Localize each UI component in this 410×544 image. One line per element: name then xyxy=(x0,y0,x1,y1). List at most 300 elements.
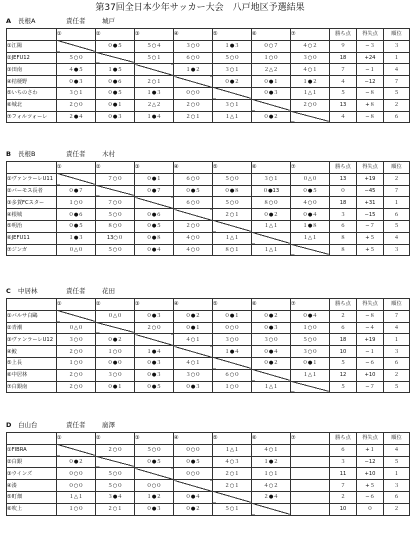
match-result: ２○１ xyxy=(213,480,252,492)
match-result: ５○０ xyxy=(57,52,96,64)
column-header: ③ xyxy=(135,433,174,445)
self-match-cell xyxy=(174,346,213,358)
goal-diff-cell: −12 xyxy=(357,456,384,468)
column-header: ⑦ xyxy=(291,299,330,311)
stat-header: 得失点 xyxy=(357,299,384,311)
stat-header: 順位 xyxy=(384,29,410,41)
rank-cell: １ xyxy=(384,197,410,209)
rank-cell: １ xyxy=(384,52,410,64)
match-result: ０●４ xyxy=(291,310,330,322)
team-name: ①FIBRA xyxy=(7,444,57,456)
goal-diff-cell: −１ xyxy=(357,64,384,76)
points-cell: 13 xyxy=(330,99,357,111)
points-cell: ５ xyxy=(330,381,357,393)
points-cell: 18 xyxy=(330,334,357,346)
match-result: ２○１ xyxy=(213,468,252,480)
points-cell: ２ xyxy=(330,491,357,503)
match-result: ３○０ xyxy=(213,334,252,346)
column-header: ① xyxy=(57,29,96,41)
points-cell: ０ xyxy=(330,185,357,197)
group-role: 責任者 xyxy=(66,287,86,295)
stat-header: 得失点 xyxy=(357,29,384,41)
match-result: ０●６ xyxy=(135,209,174,221)
match-result: １△１ xyxy=(291,369,330,381)
stat-header: 勝ち点 xyxy=(330,29,357,41)
table-row xyxy=(7,491,410,503)
group-table xyxy=(6,432,410,516)
match-result: ４●５ xyxy=(57,64,96,76)
rank-cell: ４ xyxy=(384,444,410,456)
self-match-cell xyxy=(96,322,135,334)
points-cell: 10 xyxy=(330,346,357,358)
match-result: ４○０ xyxy=(174,244,213,256)
rank-cell: ６ xyxy=(384,491,410,503)
match-result: ０○０ xyxy=(174,444,213,456)
match-result: １●３ xyxy=(135,87,174,99)
goal-diff-cell: −７ xyxy=(357,381,384,393)
rank-cell: ７ xyxy=(384,185,410,197)
match-result: １○０ xyxy=(57,357,96,369)
rank-cell: ３ xyxy=(384,346,410,358)
points-cell: ８ xyxy=(330,232,357,244)
table-row xyxy=(7,185,410,197)
match-result: ２○０ xyxy=(57,346,96,358)
self-match-cell xyxy=(213,491,252,503)
column-header: ① xyxy=(57,162,96,174)
table-header-row xyxy=(7,433,410,445)
column-header: ⑤ xyxy=(213,299,252,311)
group-venue: 長根B xyxy=(18,150,36,158)
rank-cell: ７ xyxy=(384,76,410,88)
team-name: ⑥JEFU11 xyxy=(7,232,57,244)
group-table xyxy=(6,298,410,393)
table-header-row xyxy=(7,162,410,174)
match-result: ０●５ xyxy=(135,220,174,232)
corner-cell xyxy=(7,162,57,174)
rank-cell: ５ xyxy=(384,456,410,468)
group-label: B xyxy=(6,150,11,158)
column-header: ③ xyxy=(135,29,174,41)
self-match-cell xyxy=(135,64,174,76)
goal-diff-cell: +１ xyxy=(357,444,384,456)
goal-diff-cell: +10 xyxy=(357,369,384,381)
stat-header: 順位 xyxy=(384,162,410,174)
match-result: １○１ xyxy=(252,468,291,480)
table-row xyxy=(7,220,410,232)
match-result: ２○０ xyxy=(291,99,330,111)
match-result: ５○１ xyxy=(213,503,252,515)
goal-diff-cell: −６ xyxy=(357,491,384,503)
team-name: ⑦白銀南 xyxy=(7,381,57,393)
table-row xyxy=(7,111,410,123)
points-cell: ８ xyxy=(330,244,357,256)
match-result: ０●４ xyxy=(135,244,174,256)
match-result xyxy=(291,456,330,468)
match-result: １●２ xyxy=(174,64,213,76)
match-result: ３○１ xyxy=(252,173,291,185)
team-name: ②青潮 xyxy=(7,322,57,334)
rank-cell: ６ xyxy=(384,209,410,221)
team-name: ②白銀 xyxy=(7,456,57,468)
team-name: ⑥城北 xyxy=(7,99,57,111)
self-match-cell xyxy=(135,468,174,480)
column-header: ④ xyxy=(174,162,213,174)
points-cell: 11 xyxy=(330,468,357,480)
match-result: ０●２ xyxy=(252,310,291,322)
goal-diff-cell: −８ xyxy=(357,87,384,99)
group-table xyxy=(6,161,410,256)
table-header-row xyxy=(7,29,410,41)
match-result: １△１ xyxy=(252,220,291,232)
points-cell: ４ xyxy=(330,111,357,123)
points-cell: ５ xyxy=(330,357,357,369)
stat-header: 勝ち点 xyxy=(330,162,357,174)
group-header xyxy=(6,149,394,160)
match-result: １●４ xyxy=(213,346,252,358)
group-label: C xyxy=(6,287,11,295)
self-match-cell xyxy=(135,197,174,209)
column-header: ⑤ xyxy=(213,433,252,445)
match-result: ０●３ xyxy=(135,357,174,369)
table-row xyxy=(7,503,410,515)
match-result xyxy=(291,503,330,515)
match-result: １○０ xyxy=(57,197,96,209)
match-result: ５○０ xyxy=(96,244,135,256)
goal-diff-cell: −８ xyxy=(357,310,384,322)
match-result: ２○０ xyxy=(135,322,174,334)
match-result: ８○１ xyxy=(213,244,252,256)
match-result: ０○０ xyxy=(57,468,96,480)
self-match-cell xyxy=(135,334,174,346)
match-result: ５○０ xyxy=(96,480,135,492)
match-result: ０●１ xyxy=(291,357,330,369)
team-name: ①ヴァンラーレU11 xyxy=(7,173,57,185)
match-result: ０●２ xyxy=(252,111,291,123)
match-result: ４○３ xyxy=(213,456,252,468)
column-header: ⑥ xyxy=(252,162,291,174)
goal-diff-cell: −４ xyxy=(357,322,384,334)
column-header: ② xyxy=(96,162,135,174)
group-venue: 長根A xyxy=(18,17,36,25)
table-header-row xyxy=(7,299,410,311)
table-row xyxy=(7,369,410,381)
group-person: 廣澤 xyxy=(102,421,115,429)
goal-diff-cell: −１ xyxy=(357,346,384,358)
table-row xyxy=(7,87,410,99)
column-header: ④ xyxy=(174,29,213,41)
table-row xyxy=(7,173,410,185)
goal-diff-cell: +８ xyxy=(357,99,384,111)
match-result: ０●３ xyxy=(174,381,213,393)
group-role: 責任者 xyxy=(66,150,86,158)
match-result: ０●１ xyxy=(252,76,291,88)
team-name: ①バルサ白鷗 xyxy=(7,310,57,322)
match-result xyxy=(291,480,330,492)
column-header: ② xyxy=(96,29,135,41)
match-result: ２○０ xyxy=(96,444,135,456)
column-header: ② xyxy=(96,433,135,445)
group-label: D xyxy=(6,421,12,429)
column-header: ⑥ xyxy=(252,433,291,445)
match-result: ０●４ xyxy=(291,209,330,221)
table-row xyxy=(7,232,410,244)
column-header: ② xyxy=(96,299,135,311)
self-match-cell xyxy=(57,444,96,456)
self-match-cell xyxy=(96,185,135,197)
match-result: ０●２ xyxy=(174,503,213,515)
match-result: １○０ xyxy=(57,503,96,515)
match-result: １○０ xyxy=(213,381,252,393)
match-result: ０○０ xyxy=(57,480,96,492)
match-result: ０●３ xyxy=(252,87,291,99)
match-result: ０●３ xyxy=(135,310,174,322)
match-result: ２○０ xyxy=(57,381,96,393)
rank-cell: ４ xyxy=(384,232,410,244)
match-result: ０●３ xyxy=(252,322,291,334)
match-result: １●５ xyxy=(96,64,135,76)
corner-cell xyxy=(7,433,57,445)
stat-header: 得失点 xyxy=(357,433,384,445)
goal-diff-cell: −12 xyxy=(357,76,384,88)
table-row xyxy=(7,357,410,369)
self-match-cell xyxy=(174,209,213,221)
match-result: ０●８ xyxy=(135,232,174,244)
column-header: ⑦ xyxy=(291,433,330,445)
rank-cell: ４ xyxy=(384,64,410,76)
points-cell: 18 xyxy=(330,52,357,64)
match-result: ０○０ xyxy=(213,322,252,334)
match-result: ４○１ xyxy=(252,444,291,456)
table-row xyxy=(7,64,410,76)
match-result: ０●２ xyxy=(252,357,291,369)
points-cell: 18 xyxy=(330,197,357,209)
match-result: １△１ xyxy=(57,491,96,503)
match-result: １●８ xyxy=(291,220,330,232)
match-result: ０○０ xyxy=(174,468,213,480)
group-person: 花田 xyxy=(102,287,115,295)
table-row xyxy=(7,444,410,456)
table-row xyxy=(7,76,410,88)
group-role: 責任者 xyxy=(66,421,86,429)
match-result: １●３ xyxy=(57,232,96,244)
points-cell: ６ xyxy=(330,322,357,334)
group-venue: 白山台 xyxy=(18,421,38,429)
match-result: 13○０ xyxy=(96,232,135,244)
match-result: ５○０ xyxy=(135,444,174,456)
rank-cell: ５ xyxy=(384,87,410,99)
match-result: ５○４ xyxy=(135,40,174,52)
match-result: ４○２ xyxy=(252,480,291,492)
match-result: ３○１ xyxy=(213,99,252,111)
group-header xyxy=(6,16,394,27)
rank-cell: ２ xyxy=(384,503,410,515)
match-result: ０●８ xyxy=(213,185,252,197)
match-result: ２○０ xyxy=(174,99,213,111)
match-result: ０●４ xyxy=(252,346,291,358)
team-name: ⑤いちのさわ xyxy=(7,87,57,99)
match-result: ３○０ xyxy=(96,369,135,381)
table-row xyxy=(7,310,410,322)
match-result: １●２ xyxy=(252,456,291,468)
match-result: ０△０ xyxy=(96,310,135,322)
points-cell: ４ xyxy=(330,76,357,88)
column-header: ④ xyxy=(174,299,213,311)
match-result: ２○０ xyxy=(57,99,96,111)
group-role: 責任者 xyxy=(66,17,86,25)
goal-diff-cell: ０ xyxy=(357,503,384,515)
match-result: ０●７ xyxy=(135,185,174,197)
self-match-cell xyxy=(57,310,96,322)
page-title: 第37回全日本少年サッカー大会 八戸地区予選結果 xyxy=(95,3,305,13)
self-match-cell xyxy=(96,52,135,64)
rank-cell: ３ xyxy=(384,244,410,256)
self-match-cell xyxy=(96,456,135,468)
match-result: ８○０ xyxy=(252,197,291,209)
match-result: ３○１ xyxy=(57,87,96,99)
table-row xyxy=(7,322,410,334)
match-result: ６○０ xyxy=(174,197,213,209)
match-result: １△１ xyxy=(291,87,330,99)
rank-cell: ３ xyxy=(384,480,410,492)
goal-diff-cell: +10 xyxy=(357,468,384,480)
team-name: ⑥吹上 xyxy=(7,503,57,515)
match-result: ０●２ xyxy=(174,310,213,322)
match-result: １△１ xyxy=(291,232,330,244)
match-result: ２○１ xyxy=(96,503,135,515)
match-result: ８○０ xyxy=(96,220,135,232)
group-venue: 中居林 xyxy=(18,287,38,295)
stat-header: 勝ち点 xyxy=(330,433,357,445)
team-name: ③ウインズ xyxy=(7,468,57,480)
group-label: A xyxy=(6,17,12,25)
points-cell: ６ xyxy=(330,444,357,456)
match-result: ０●１ xyxy=(135,173,174,185)
match-result: １○０ xyxy=(96,346,135,358)
rank-cell: ４ xyxy=(384,322,410,334)
match-result: １△１ xyxy=(213,232,252,244)
match-result: ７○０ xyxy=(96,197,135,209)
team-name: ①江陽 xyxy=(7,40,57,52)
column-header: ⑥ xyxy=(252,29,291,41)
match-result: １○０ xyxy=(252,52,291,64)
goal-diff-cell: −６ xyxy=(357,357,384,369)
match-result: ０●３ xyxy=(57,76,96,88)
match-result: ５○０ xyxy=(96,209,135,221)
match-result: ０●３ xyxy=(135,503,174,515)
match-result: ３●４ xyxy=(96,491,135,503)
match-result: ５○１ xyxy=(135,52,174,64)
match-result: ０○７ xyxy=(252,40,291,52)
goal-diff-cell: +31 xyxy=(357,197,384,209)
points-cell: ６ xyxy=(330,220,357,232)
match-result: ５○０ xyxy=(213,197,252,209)
team-name: ⑤明治 xyxy=(7,220,57,232)
match-result: ３○０ xyxy=(174,369,213,381)
match-result: １●３ xyxy=(213,40,252,52)
match-result: ０●６ xyxy=(57,209,96,221)
team-name: ⑦ジンガ xyxy=(7,244,57,256)
match-result: ０●１ xyxy=(174,322,213,334)
team-name: ⑤町畑 xyxy=(7,491,57,503)
self-match-cell xyxy=(57,40,96,52)
table-row xyxy=(7,456,410,468)
corner-cell xyxy=(7,299,57,311)
group-person: 城戸 xyxy=(102,17,115,25)
match-result: ０●５ xyxy=(57,220,96,232)
self-match-cell xyxy=(213,357,252,369)
self-match-cell xyxy=(291,244,330,256)
match-result: ５○０ xyxy=(96,468,135,480)
match-result: ３○０ xyxy=(291,52,330,64)
stat-header: 順位 xyxy=(384,299,410,311)
self-match-cell xyxy=(252,369,291,381)
team-name: ③ヴァンラーレU12 xyxy=(7,334,57,346)
match-result: ０●７ xyxy=(57,185,96,197)
column-header: ⑤ xyxy=(213,29,252,41)
match-result: ０△０ xyxy=(57,322,96,334)
match-result: ２○０ xyxy=(174,220,213,232)
goal-diff-cell: −３ xyxy=(357,40,384,52)
match-result: １●２ xyxy=(135,491,174,503)
match-result: ４○１ xyxy=(291,64,330,76)
match-result: ０●０ xyxy=(96,357,135,369)
column-header: ④ xyxy=(174,433,213,445)
match-result: ２○０ xyxy=(57,369,96,381)
self-match-cell xyxy=(213,220,252,232)
match-result: ０●１ xyxy=(96,99,135,111)
column-header: ① xyxy=(57,299,96,311)
match-result: ２○１ xyxy=(135,76,174,88)
table-row xyxy=(7,40,410,52)
goal-diff-cell: +５ xyxy=(357,480,384,492)
match-result: １△１ xyxy=(213,444,252,456)
match-result xyxy=(291,468,330,480)
team-name: ④鮫 xyxy=(7,346,57,358)
match-result: ０○０ xyxy=(174,87,213,99)
self-match-cell xyxy=(252,232,291,244)
points-cell: ７ xyxy=(330,64,357,76)
goal-diff-cell: −45 xyxy=(357,185,384,197)
self-match-cell xyxy=(57,173,96,185)
match-result: ０△０ xyxy=(57,244,96,256)
points-cell: ３ xyxy=(330,209,357,221)
rank-cell: ２ xyxy=(384,173,410,185)
group-header xyxy=(6,286,394,297)
match-result: １●４ xyxy=(135,346,174,358)
team-name: ③田南 xyxy=(7,64,57,76)
match-result: ３○１ xyxy=(213,64,252,76)
table-row xyxy=(7,209,410,221)
goal-diff-cell: +５ xyxy=(357,232,384,244)
team-name: ②JEFU12 xyxy=(7,52,57,64)
match-result: ３○０ xyxy=(174,40,213,52)
table-row xyxy=(7,480,410,492)
match-result: ５○０ xyxy=(213,173,252,185)
match-result: ０●３ xyxy=(96,111,135,123)
match-result: ５○０ xyxy=(291,334,330,346)
table-row xyxy=(7,334,410,346)
column-header: ⑤ xyxy=(213,162,252,174)
match-result: ４○０ xyxy=(291,197,330,209)
self-match-cell xyxy=(291,111,330,123)
match-result: ０●３ xyxy=(135,369,174,381)
goal-diff-cell: +５ xyxy=(357,244,384,256)
points-cell: 13 xyxy=(330,173,357,185)
column-header: ③ xyxy=(135,162,174,174)
match-result: ０●５ xyxy=(96,87,135,99)
match-result: ０●５ xyxy=(174,185,213,197)
corner-cell xyxy=(7,29,57,41)
